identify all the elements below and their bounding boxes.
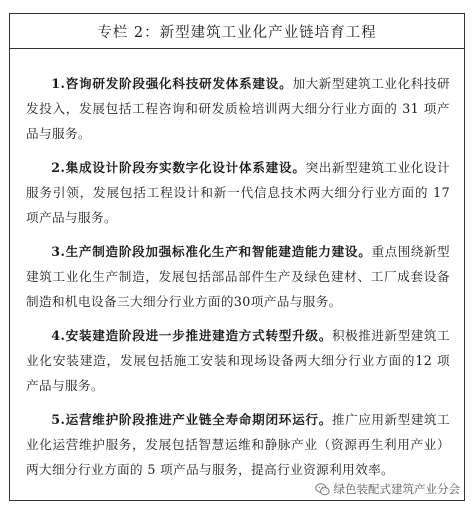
- wechat-icon: [315, 482, 330, 497]
- list-item: [26, 71, 450, 146]
- column-box: [9, 13, 465, 501]
- box-body: [10, 49, 464, 482]
- watermark: [315, 481, 461, 497]
- item-heading: 4.安装建造阶段进一步推进建造方式转型升级。: [51, 328, 333, 343]
- item-text: 突出新型建筑工业化设计服务引领，发展包括工程设计和新一代信息技术两大细分行业方面的 17 项产品与服务。: [26, 160, 450, 225]
- item-heading: 3.生产制造阶段加强标准化生产和智能建造能力建设。: [51, 244, 372, 259]
- list-item: [26, 407, 450, 482]
- box-title: 专栏 2：新型建筑工业化产业链培育工程: [10, 14, 464, 49]
- list-item: [26, 239, 450, 314]
- list-item: [26, 323, 450, 398]
- item-text: 重点围绕新型建筑工业化生产制造，发展包括部品部件生产及绿色建材、工厂成套设备制造和机电设备三大细分行业方面的30项产品与服务。: [26, 244, 450, 309]
- item-heading: 5.运营维护阶段推进产业链全寿命期闭环运行。: [51, 412, 333, 427]
- list-item: [26, 155, 450, 230]
- item-text: 加大新型建筑工业化科技研发投入，发展包括工程咨询和研发质检培训两大细分行业方面的 31 项产品与服务。: [26, 76, 450, 141]
- item-text: 积极推进新型建筑工业化安装建造，发展包括施工安装和现场设备两大细分行业方面的12 项产品与服务。: [26, 328, 450, 393]
- item-text: 推广应用新型建筑工业化运营维护服务，发展包括智慧运维和静脉产业（资源再生利用产业）两大细分行业方面的 5 项产品与服务，提高行业资源利用效率。: [26, 412, 450, 477]
- watermark-text: 绿色装配式建筑产业分会: [333, 482, 460, 496]
- item-heading: 2.集成设计阶段夯实数字化设计体系建设。: [51, 160, 306, 175]
- item-heading: 1.咨询研发阶段强化科技研发体系建设。: [51, 76, 293, 91]
